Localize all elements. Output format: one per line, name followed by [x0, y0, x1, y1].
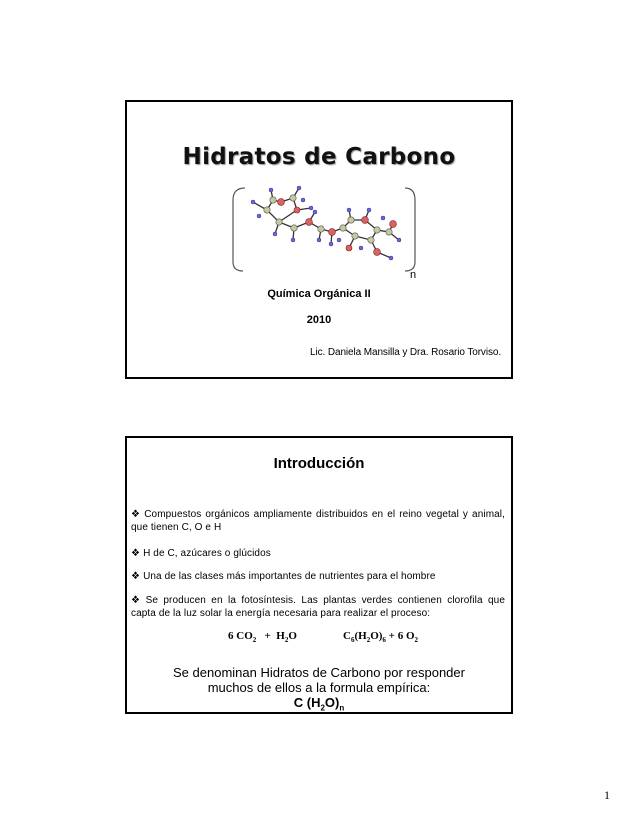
slide-title: Hidratos de Carbono	[182, 144, 456, 170]
polymer-n-label: n	[410, 269, 417, 281]
diamond-bullet-icon: ❖	[131, 571, 141, 582]
authors: Lic. Daniela Mansilla y Dra. Rosario Torviso.	[310, 347, 501, 358]
left-bracket	[233, 188, 245, 271]
carbohydrate-molecule-diagram	[231, 182, 417, 272]
page-number: 1	[604, 788, 610, 802]
bullet-text: Una de las clases más importantes de nutrientes para el hombre	[143, 571, 436, 582]
definition-line: muchos de ellos a la formula empírica:	[207, 680, 431, 695]
right-bracket	[405, 188, 415, 271]
equation-reactants: 6 $CO_2 + H_2O$	[228, 630, 297, 645]
bullet-text: Se producen en la fotosíntesis. Las plantas verdes contienen clorofila que capta de la luz solar la energía necesaria para realizar el proceso:	[131, 595, 505, 619]
diamond-bullet-icon: ❖	[131, 548, 141, 559]
equation-products: $C_6(H_2O)_6 + 6$ $O_2$	[343, 630, 418, 645]
definition-text	[127, 665, 511, 716]
course-name: Química Orgánica II	[267, 288, 371, 300]
intro-slide	[125, 436, 513, 714]
bullet-item	[131, 508, 505, 534]
slide-title: Introducción	[273, 455, 365, 472]
diamond-bullet-icon: ❖	[131, 595, 143, 606]
diamond-bullet-icon: ❖	[131, 509, 142, 520]
course-year: 2010	[306, 314, 332, 326]
bullet-item	[131, 594, 505, 620]
empirical-formula: C $(H_2O)_n$	[293, 695, 345, 713]
definition-line: Se denominan Hidratos de Carbono por responder	[173, 665, 465, 680]
bullet-text: H de C, azúcares o glúcidos	[143, 548, 271, 559]
title-slide	[125, 100, 513, 379]
bullet-text: Compuestos orgánicos ampliamente distribuidos en el reino vegetal y animal, que tienen C, O e H	[131, 509, 505, 533]
bullet-item	[131, 570, 505, 583]
bullet-item	[131, 547, 505, 560]
